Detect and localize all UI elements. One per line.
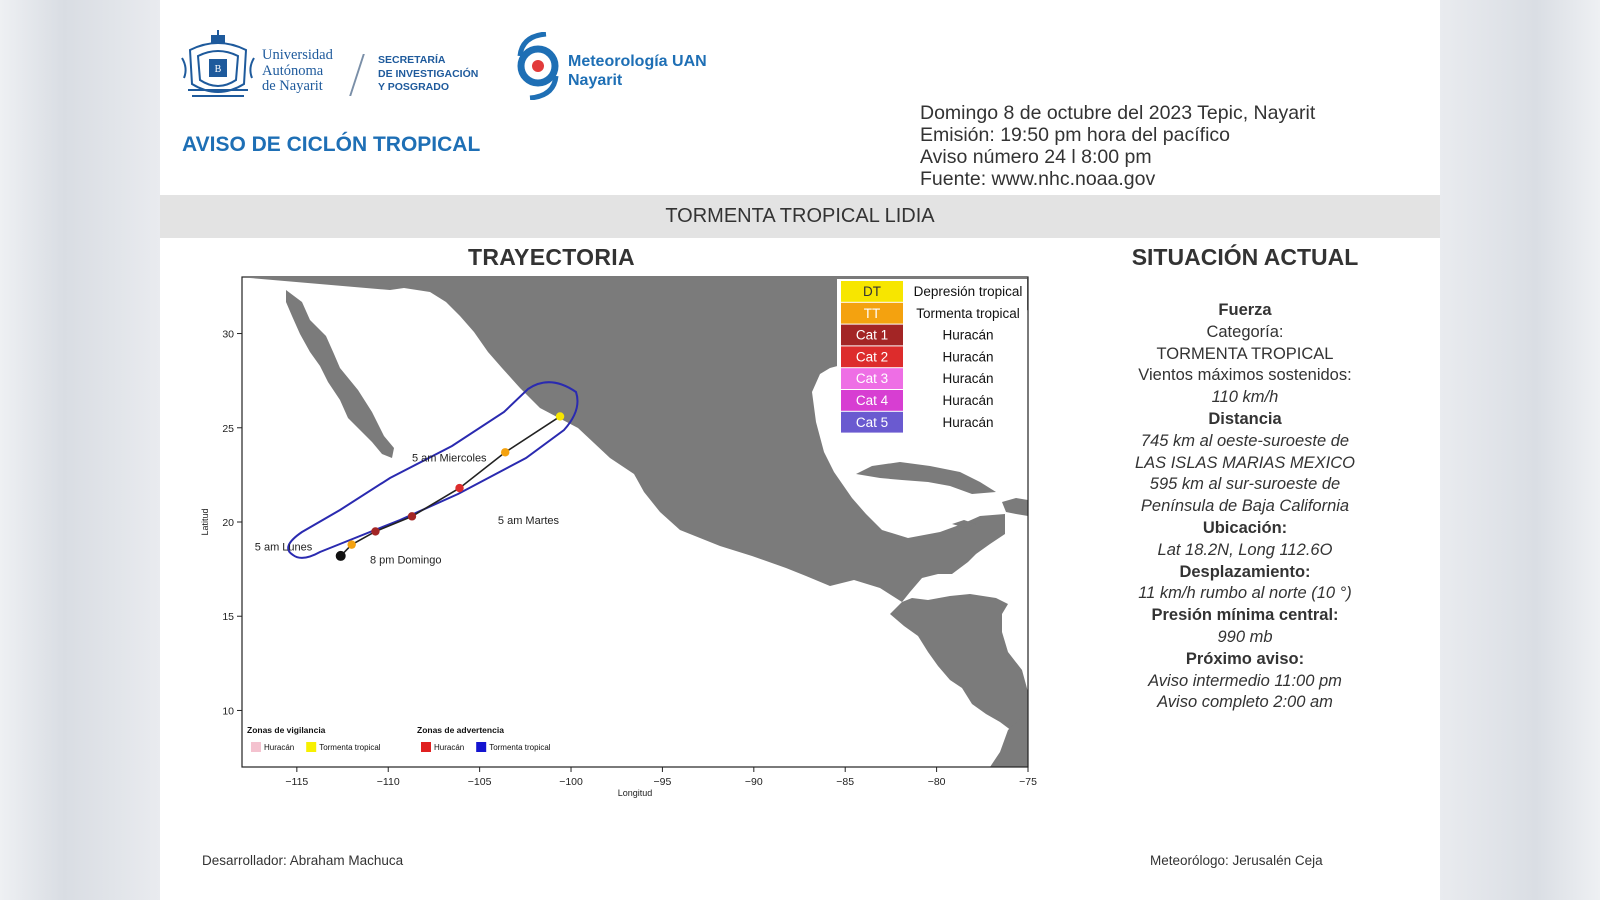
x-tick-label: −90	[744, 776, 763, 788]
situation-line: 990 mb	[1217, 627, 1273, 646]
bulletin-sheet	[160, 0, 1440, 900]
y-tick-label: 15	[222, 611, 234, 624]
situation-line: Aviso intermedio 11:00 pm	[1148, 671, 1342, 690]
situation-line: Península de Baja California	[1140, 497, 1350, 516]
issue-info	[920, 102, 1315, 190]
x-tick-label: −110	[376, 776, 400, 788]
situacion-title: SITUACIÓN ACTUAL	[1131, 244, 1359, 270]
x-tick-label: −115	[285, 776, 309, 788]
legend-label: Tormenta tropical	[916, 305, 1020, 321]
track-point	[336, 551, 346, 561]
situation-line: Aviso completo 2:00 am	[1157, 693, 1333, 712]
issue-source: Fuente: www.nhc.noaa.gov	[920, 168, 1156, 190]
track-time-label: 5 am Martes	[497, 514, 560, 527]
secretaria-name: SECRETARÍA DE INVESTIGACIÓN Y POSGRADO	[378, 54, 479, 93]
zone-label: Tormenta tropical	[319, 743, 381, 752]
track-point	[408, 512, 416, 520]
legend-code: Cat 5	[855, 414, 889, 430]
x-tick-label: −100	[559, 776, 583, 788]
situation-line: Vientos máximos sostenidos:	[1138, 366, 1352, 385]
footer-developer: Desarrollador: Abraham Machuca	[202, 853, 404, 868]
situation-line: Próximo aviso:	[1185, 649, 1305, 668]
category-legend	[837, 279, 1027, 436]
legend-code: Cat 2	[855, 349, 889, 365]
situation-line: 11 km/h rumbo al norte (10 °)	[1138, 584, 1352, 603]
y-tick-label: 25	[222, 422, 234, 435]
background-right	[1440, 0, 1600, 900]
track-point	[371, 527, 379, 535]
x-tick-label: −80	[927, 776, 946, 788]
situation-line: Categoría:	[1206, 322, 1284, 341]
aviso-title: AVISO DE CICLÓN TROPICAL	[182, 133, 481, 156]
meteo-swirl-logo	[512, 32, 564, 100]
zone-title: Zonas de advertencia	[417, 725, 504, 735]
x-tick-label: −95	[653, 776, 672, 788]
track-point	[347, 540, 355, 548]
track-point	[501, 448, 509, 456]
situation-line: 595 km al sur-suroeste de	[1149, 475, 1341, 494]
zone-swatch	[306, 742, 316, 752]
zone-label: Tormenta tropical	[489, 743, 551, 752]
zone-label: Huracán	[264, 743, 295, 752]
situation-line: Presión mínima central:	[1151, 606, 1339, 625]
x-tick-label: −105	[467, 776, 492, 788]
legend-label: Depresión tropical	[913, 284, 1023, 299]
zone-swatch	[476, 742, 486, 752]
legend-label: Huracán	[942, 393, 994, 408]
zone-title: Zonas de vigilancia	[247, 725, 326, 735]
zone-label: Huracán	[434, 743, 465, 752]
situation-line: 745 km al oeste-suroeste de	[1140, 431, 1350, 450]
y-axis-label: Latitud	[200, 508, 210, 536]
legend-label: Huracán	[942, 414, 994, 430]
situation-line: Fuerza	[1218, 301, 1272, 319]
x-tick-label: −75	[1019, 776, 1037, 788]
situation-line: LAS ISLAS MARIAS MEXICO	[1134, 453, 1356, 472]
situation-line: Desplazamiento:	[1179, 562, 1311, 581]
trajectory-map	[190, 262, 1060, 822]
situation-line: Ubicación:	[1202, 518, 1288, 537]
legend-code: Cat 4	[855, 393, 889, 408]
x-tick-label: −85	[836, 776, 855, 788]
legend-code: Cat 1	[855, 327, 889, 343]
trayectoria-title: TRAYECTORIA	[468, 244, 635, 270]
uan-shield-logo	[178, 28, 258, 106]
legend-label: Huracán	[942, 371, 994, 387]
legend-label: Huracán	[942, 349, 994, 365]
situation-line: 110 km/h	[1211, 388, 1279, 407]
current-situation-panel	[1075, 300, 1415, 714]
background-left	[0, 0, 160, 900]
storm-name-band: TORMENTA TROPICAL LIDIA	[160, 195, 1440, 238]
issue-emission: Emisión: 19:50 pm hora del pacífico	[920, 124, 1231, 146]
x-axis-label: Longitud	[617, 788, 653, 798]
meteo-name: Meteorología UAN Nayarit	[568, 53, 707, 89]
legend-code: Cat 3	[855, 371, 889, 387]
track-point	[455, 484, 463, 492]
legend-code: TT	[863, 305, 881, 321]
track-time-label: 5 am Lunes	[254, 541, 313, 554]
issue-date: Domingo 8 de octubre del 2023 Tepic, Nayarit	[920, 102, 1316, 124]
y-tick-label: 10	[222, 705, 234, 718]
issue-number: Aviso número 24 l 8:00 pm	[920, 146, 1152, 168]
zone-swatch	[421, 742, 431, 752]
legend-label: Huracán	[942, 327, 994, 343]
university-name: Universidad Autónoma de Nayarit	[262, 47, 333, 94]
situation-line: Lat 18.2N, Long 112.6O	[1157, 540, 1333, 559]
y-tick-label: 20	[222, 517, 234, 529]
situation-line: TORMENTA TROPICAL	[1156, 344, 1334, 363]
track-point	[556, 412, 564, 420]
divider-slash	[349, 54, 365, 96]
svg-text:B: B	[214, 64, 222, 75]
y-tick-label: 30	[222, 328, 234, 341]
footer-meteorologist: Meteorólogo: Jerusalén Ceja	[1150, 853, 1323, 868]
track-time-label: 5 am Miercoles	[411, 452, 487, 465]
situation-line: Distancia	[1208, 409, 1282, 428]
legend-code: DT	[863, 284, 881, 299]
track-time-label: 8 pm Domingo	[369, 554, 442, 567]
zone-swatch	[251, 742, 261, 752]
